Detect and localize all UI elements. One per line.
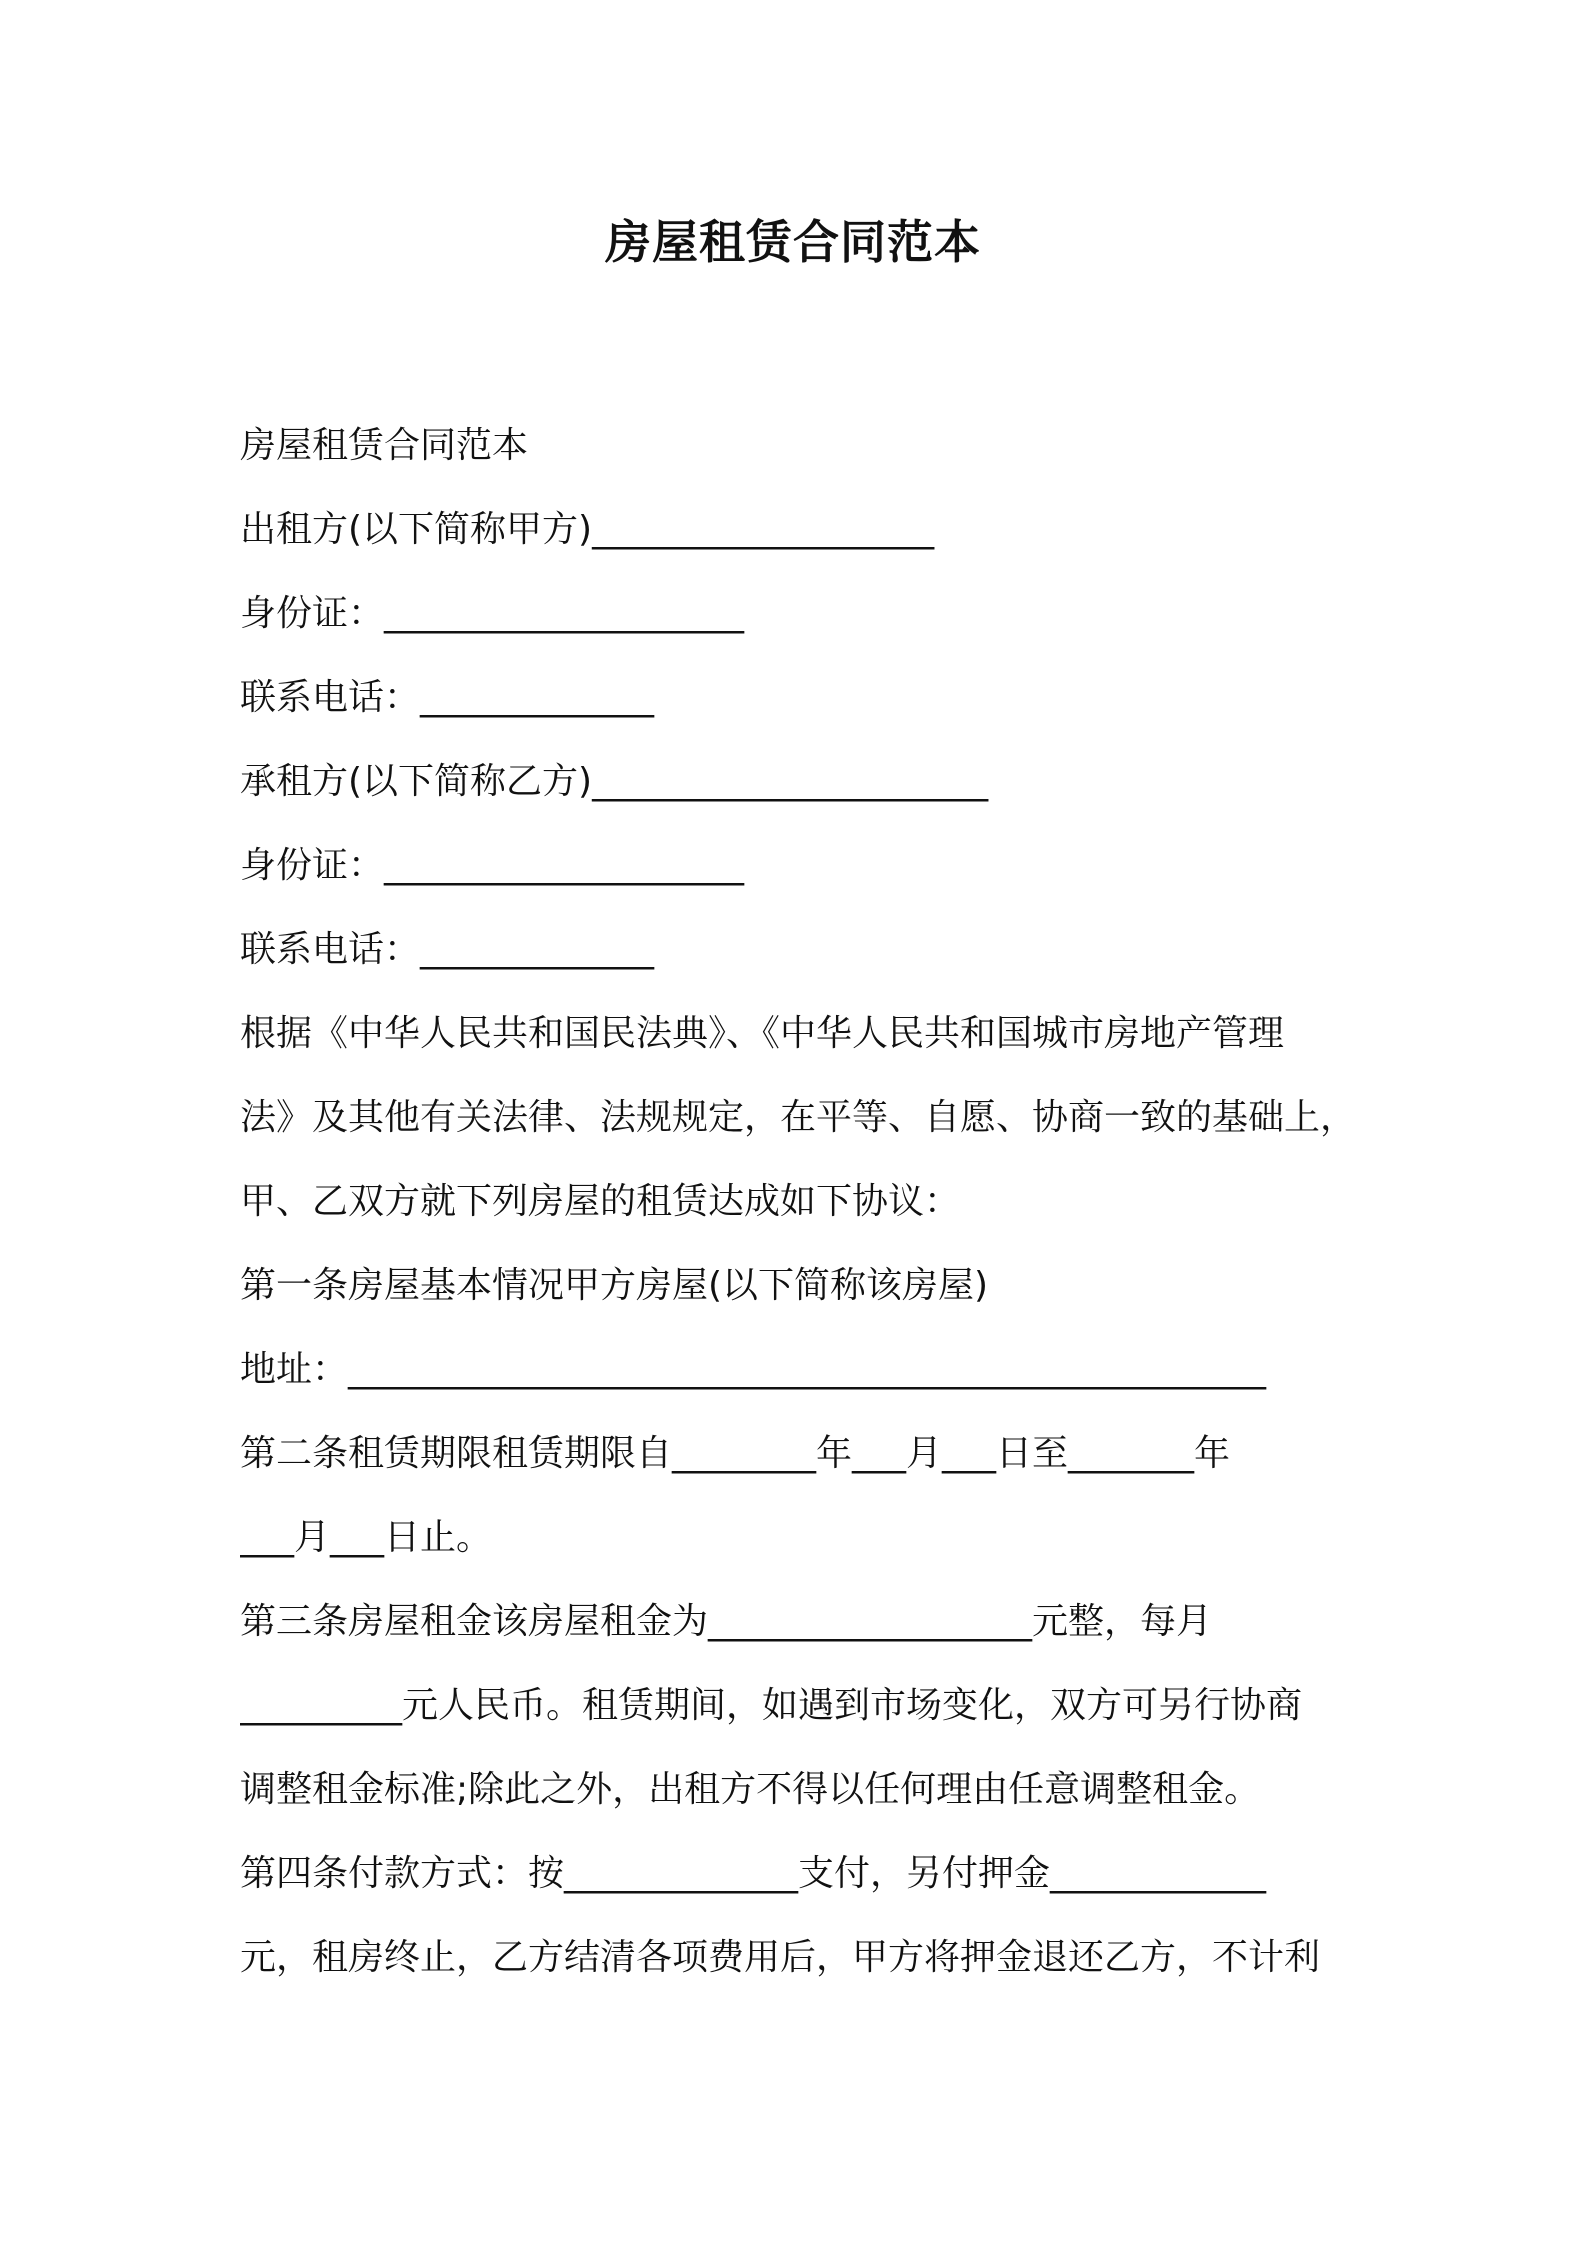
article-4-line-2: 元，租房终止，乙方结清各项费用后，甲方将押金退还乙方，不计利 xyxy=(240,1937,1321,1978)
lessor-id-line: 身份证：____________________ xyxy=(240,593,745,634)
article-3-line-2: _________元人民币。租赁期间，如遇到市场变化，双方可另行协商 xyxy=(240,1685,1303,1726)
preamble-line-1: 根据《中华人民共和国民法典》、《中华人民共和国城市房地产管理 xyxy=(240,1013,1285,1054)
lessee-line: 承租方(以下简称乙方)______________________ xyxy=(240,761,989,802)
subtitle-line: 房屋租赁合同范本 xyxy=(240,425,529,466)
address-line: 地址：___________________________________________________ xyxy=(240,1349,1266,1390)
lessee-id-line: 身份证：____________________ xyxy=(240,845,745,886)
article-2-line-2: ___月___日止。 xyxy=(240,1517,493,1558)
document-title: 房屋租赁合同范本 xyxy=(605,215,981,269)
lessee-phone-line: 联系电话：_____________ xyxy=(240,929,655,970)
article-3-line-3: 调整租金标准;除此之外，出租方不得以任何理由任意调整租金。 xyxy=(240,1769,1261,1810)
lessor-line: 出租方(以下简称甲方)___________________ xyxy=(240,509,935,550)
article-3-line-1: 第三条房屋租金该房屋租金为__________________元整，每月 xyxy=(240,1601,1213,1642)
document-body xyxy=(240,404,1356,2000)
article-1-line: 第一条房屋基本情况甲方房屋(以下简称该房屋) xyxy=(240,1265,989,1306)
preamble-line-3: 甲、乙双方就下列房屋的租赁达成如下协议： xyxy=(240,1181,961,1222)
article-2-line-1: 第二条租赁期限租赁期限自________年___月___日至_______年 xyxy=(240,1433,1231,1474)
preamble-line-2: 法》及其他有关法律、法规规定，在平等、自愿、协商一致的基础上， xyxy=(240,1097,1356,1138)
article-4-line-1: 第四条付款方式：按_____________支付，另付押金____________ xyxy=(240,1853,1267,1894)
lessor-phone-line: 联系电话：_____________ xyxy=(240,677,655,718)
